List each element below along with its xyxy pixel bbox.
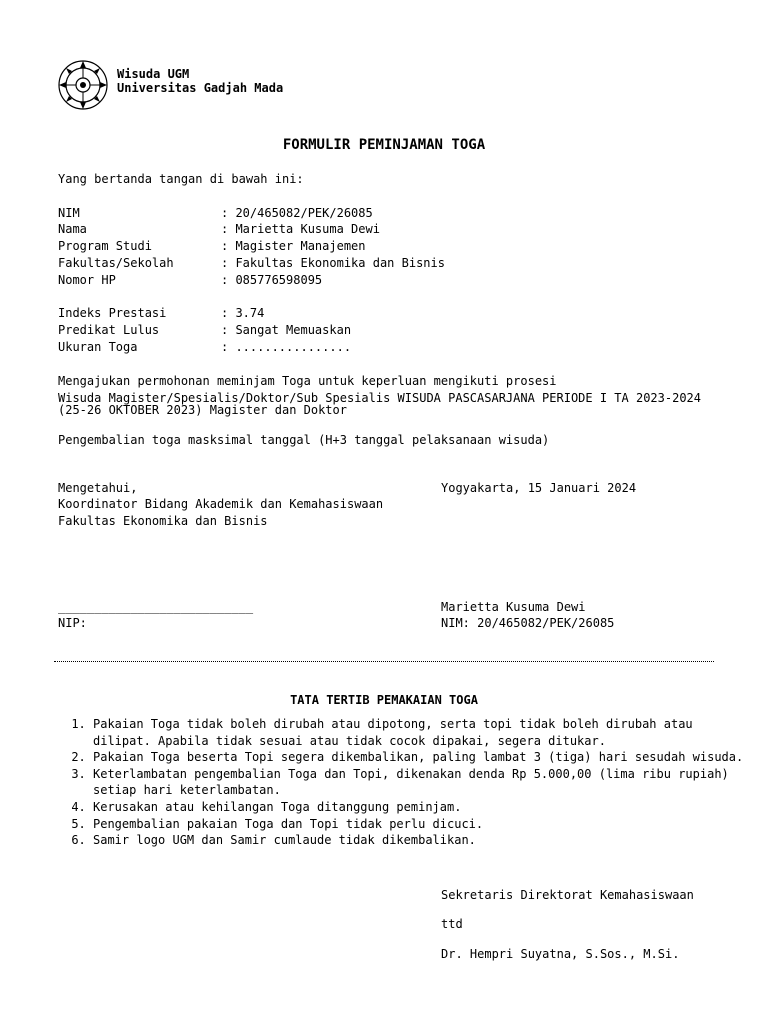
return-note: Pengembalian toga masksimal tanggal (H+3 tanggal pelaksanaan wisuda) <box>58 433 550 447</box>
header-institution-line2: Universitas Gadjah Mada <box>117 81 284 95</box>
approval-faculty: Fakultas Ekonomika dan Bisnis <box>58 514 268 528</box>
footer-position: Sekretaris Direktorat Kemahasiswaan <box>441 888 694 902</box>
list-item: 2. Pakaian Toga beserta Topi segera dikembalikan, paling lambat 3 (tiga) hari sesudah wisuda. <box>93 749 753 766</box>
field-label: Predikat Lulus <box>58 323 160 337</box>
section-divider <box>54 661 714 662</box>
field-value: : Marietta Kusuma Dewi <box>221 222 380 236</box>
form-title: FORMULIR PEMINJAMAN TOGA <box>282 137 486 153</box>
request-line2: Wisuda Magister/Spesialis/Doktor/Sub Spesialis WISUDA PASCASARJANA PERIODE I TA 2023-2024 <box>58 391 701 405</box>
list-item: 4. Kerusakan atau kehilangan Toga ditanggung peminjam. <box>93 799 753 816</box>
field-label: Nomor HP <box>58 273 116 287</box>
list-item: 5. Pengembalian pakaian Toga dan Topi tidak perlu dicuci. <box>93 816 753 833</box>
header-institution-line1: Wisuda UGM <box>117 67 190 81</box>
rules-title: TATA TERTIB PEMAKAIAN TOGA <box>290 693 478 707</box>
field-value: : 085776598095 <box>221 273 323 287</box>
approval-coordinator: Koordinator Bidang Akademik dan Kemahasiswaan <box>58 497 384 511</box>
approval-mengetahui: Mengetahui, <box>58 481 138 495</box>
request-line1: Mengajukan permohonan meminjam Toga untuk keperluan mengikuti prosesi <box>58 374 557 388</box>
intro-text: Yang bertanda tangan di bawah ini: <box>58 172 304 186</box>
field-label: Fakultas/Sekolah <box>58 256 174 270</box>
applicant-nim: NIM: 20/465082/PEK/26085 <box>441 616 615 630</box>
field-label: Ukuran Toga <box>58 340 138 354</box>
field-label: NIM <box>58 206 80 220</box>
field-label: Nama <box>58 222 87 236</box>
place-date: Yogyakarta, 15 Januari 2024 <box>441 481 637 495</box>
list-item: 3. Keterlambatan pengembalian Toga dan Topi, dikenakan denda Rp 5.000,00 (lima ribu rupiah) setiap hari keterlambatan. <box>93 766 753 799</box>
field-value: : 3.74 <box>221 306 265 320</box>
field-label: Indeks Prestasi <box>58 306 167 320</box>
signature-line: ___________________________ <box>58 600 254 614</box>
ugm-logo-icon <box>57 59 109 111</box>
footer-name: Dr. Hempri Suyatna, S.Sos., M.Si. <box>441 947 680 961</box>
request-line3: (25-26 OKTOBER 2023) Magister dan Doktor <box>58 403 347 417</box>
field-value: : Sangat Memuaskan <box>221 323 352 337</box>
nip-label: NIP: <box>58 616 87 630</box>
field-value: : 20/465082/PEK/26085 <box>221 206 373 220</box>
footer-signature: ttd <box>441 917 463 931</box>
rules-list <box>58 716 753 849</box>
field-value: : Fakultas Ekonomika dan Bisnis <box>221 256 445 270</box>
field-value: : ................ <box>221 340 352 354</box>
field-value: : Magister Manajemen <box>221 239 366 253</box>
field-label: Program Studi <box>58 239 152 253</box>
applicant-name: Marietta Kusuma Dewi <box>441 600 586 614</box>
list-item: 6. Samir logo UGM dan Samir cumlaude tidak dikembalikan. <box>93 832 753 849</box>
list-item: 1. Pakaian Toga tidak boleh dirubah atau dipotong, serta topi tidak boleh dirubah atau dilipat. Apabila tidak sesuai atau tidak cocok dipakai, segera ditukar. <box>93 716 753 749</box>
